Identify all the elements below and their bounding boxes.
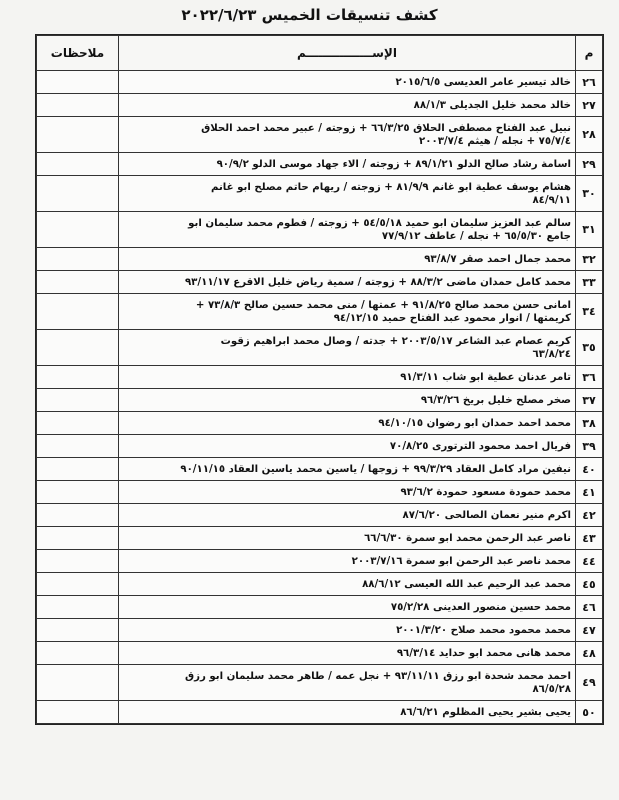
- row-notes-cell: [37, 248, 119, 271]
- table-row: [37, 271, 603, 294]
- row-notes-cell: [37, 412, 119, 435]
- row-notes-cell: [37, 153, 119, 176]
- row-notes-cell: [37, 642, 119, 665]
- row-notes-cell: [37, 366, 119, 389]
- name-line: محمد حمودة مسعود حمودة ٩٣/٦/٢: [400, 486, 571, 498]
- row-notes-cell: [37, 330, 119, 366]
- row-number: ٢٩: [576, 153, 603, 176]
- row-notes-cell: [37, 117, 119, 153]
- name-line: محمد محمود محمد صلاح ٢٠٠١/٣/٢٠: [396, 624, 571, 636]
- row-number: ٤٧: [576, 619, 603, 642]
- row-notes-cell: [37, 573, 119, 596]
- row-notes-cell: [37, 435, 119, 458]
- table-row: [37, 153, 603, 176]
- row-notes-cell: [37, 294, 119, 330]
- table-header-row: [37, 36, 603, 71]
- table-row: [37, 176, 603, 212]
- name-line: كريم عصام عبد الشاعر ٢٠٠٣/٥/١٧ + جدته / وصال محمد ابراهيم زقوت: [220, 335, 571, 347]
- table-row: [37, 71, 603, 94]
- name-line: سالم عبد العزيز سليمان ابو حميد ٥٤/٥/١٨ + زوجته / فطوم محمد سليمان ابو: [188, 217, 571, 229]
- name-line: احمد محمد شحدة ابو رزق ٩٣/١١/١١ + نجل عمه / طاهر محمد سليمان ابو رزق: [184, 670, 571, 682]
- row-notes-cell: [37, 701, 119, 724]
- name-line: صخر مصلح خليل بريخ ٩٦/٣/٢٦: [420, 394, 571, 406]
- table-row: [37, 294, 603, 330]
- table-row: [37, 212, 603, 248]
- header-name: الإســــــــــــــــم: [119, 36, 576, 71]
- row-name-cell: [119, 271, 576, 294]
- row-notes-cell: [37, 212, 119, 248]
- row-name-cell: [119, 435, 576, 458]
- table-row: [37, 596, 603, 619]
- table-row: [37, 665, 603, 701]
- row-notes-cell: [37, 665, 119, 701]
- row-notes-cell: [37, 458, 119, 481]
- row-notes-cell: [37, 527, 119, 550]
- row-notes-cell: [37, 619, 119, 642]
- row-number: ٤٨: [576, 642, 603, 665]
- name-line: اكرم منير نعمان الصالحى ٨٧/٦/٢٠: [402, 509, 571, 521]
- name-line: نيفين مراد كامل العقاد ٩٩/٣/٢٩ + زوجها / ياسين محمد ياسين العقاد ٩٠/١١/١٥: [180, 463, 571, 475]
- row-number: ٣٢: [576, 248, 603, 271]
- row-number: ٢٦: [576, 71, 603, 94]
- row-name-cell: [119, 248, 576, 271]
- row-name-cell: [119, 330, 576, 366]
- name-line: محمد عبد الرحيم عبد الله العيسى ٨٨/٦/١٢: [362, 578, 571, 590]
- name-line: كريمتها / انوار محمود عبد الفتاح حميد ٩٤/١٢/١٥: [333, 312, 571, 324]
- table-row: [37, 435, 603, 458]
- name-line: ٧٥/٧/٤ + نجله / هيثم ٢٠٠٣/٧/٤: [419, 135, 571, 147]
- table-row: [37, 330, 603, 366]
- row-number: ٣٩: [576, 435, 603, 458]
- header-notes: ملاحظات: [37, 36, 119, 71]
- row-number: ٤٤: [576, 550, 603, 573]
- table-row: [37, 94, 603, 117]
- row-number: ٤٦: [576, 596, 603, 619]
- name-line: محمد ناصر عبد الرحمن ابو سمرة ٢٠٠٣/٧/١٦: [351, 555, 571, 567]
- name-line: ٨٦/٥/٢٨: [532, 683, 571, 695]
- row-number: ٤٩: [576, 665, 603, 701]
- name-line: امانى حسن محمد صالح ٩١/٨/٢٥ + عمتها / منى محمد حسين صالح ٧٣/٨/٣ +: [195, 299, 571, 311]
- row-notes-cell: [37, 481, 119, 504]
- row-number: ٤١: [576, 481, 603, 504]
- row-name-cell: [119, 458, 576, 481]
- table-row: [37, 248, 603, 271]
- row-name-cell: [119, 153, 576, 176]
- name-line: يحيى بشير يحيى المظلوم ٨٦/٦/٢١: [400, 706, 571, 718]
- name-line: ٦٣/٨/٢٤: [532, 348, 571, 360]
- table-row: [37, 573, 603, 596]
- row-name-cell: [119, 550, 576, 573]
- name-line: ٨٤/٩/١١: [532, 194, 571, 206]
- table-row: [37, 412, 603, 435]
- row-notes-cell: [37, 389, 119, 412]
- row-name-cell: [119, 504, 576, 527]
- name-line: محمد كامل حمدان ماضى ٨٨/٣/٢ + زوجته / سمية رياض خليل الاقرع ٩٣/١١/١٧: [184, 276, 571, 288]
- row-number: ٤٢: [576, 504, 603, 527]
- row-notes-cell: [37, 596, 119, 619]
- name-line: فريال احمد محمود الترتورى ٧٠/٨/٢٥: [389, 440, 571, 452]
- row-notes-cell: [37, 504, 119, 527]
- row-name-cell: [119, 619, 576, 642]
- name-line: خالد محمد خليل الجديلى ٨٨/١/٣: [413, 99, 571, 111]
- name-line: نبيل عبد الفتاح مصطفى الحلاق ٦٦/٣/٢٥ + زوجته / عبير محمد احمد الحلاق: [201, 122, 571, 134]
- name-line: خالد تيسير عامر العديسى ٢٠١٥/٦/٥: [395, 76, 571, 88]
- row-notes-cell: [37, 176, 119, 212]
- names-table: [36, 35, 603, 724]
- row-number: ٥٠: [576, 701, 603, 724]
- name-line: محمد احمد حمدان ابو رضوان ٩٤/١٠/١٥: [378, 417, 571, 429]
- row-name-cell: [119, 412, 576, 435]
- row-name-cell: [119, 665, 576, 701]
- table-row: [37, 481, 603, 504]
- name-line: محمد هانى محمد ابو حدايد ٩٦/٣/١٤: [396, 647, 571, 659]
- table-row: [37, 458, 603, 481]
- row-name-cell: [119, 642, 576, 665]
- table-body: [37, 71, 603, 724]
- row-number: ٢٧: [576, 94, 603, 117]
- row-number: ٣٤: [576, 294, 603, 330]
- header-number: م: [576, 36, 603, 71]
- table-row: [37, 619, 603, 642]
- table-row: [37, 504, 603, 527]
- name-line: محمد جمال احمد صقر ٩٣/٨/٧: [424, 253, 571, 265]
- row-number: ٣٣: [576, 271, 603, 294]
- table-row: [37, 389, 603, 412]
- row-number: ٤٠: [576, 458, 603, 481]
- row-number: ٣٦: [576, 366, 603, 389]
- name-line: اسامة رشاد صالح الدلو ٨٩/١/٢١ + زوجته / الاء جهاد موسى الدلو ٩٠/٩/٢: [216, 158, 571, 170]
- row-name-cell: [119, 596, 576, 619]
- row-name-cell: [119, 117, 576, 153]
- row-name-cell: [119, 212, 576, 248]
- table-row: [37, 642, 603, 665]
- page-title: كشف تنسيقات الخميس ٢٠٢٢/٦/٢٣: [181, 6, 438, 24]
- row-name-cell: [119, 701, 576, 724]
- row-name-cell: [119, 573, 576, 596]
- name-line: جامع ٦٥/٥/٣٠ + نجله / عاطف ٧٧/٩/١٢: [381, 230, 571, 242]
- row-name-cell: [119, 389, 576, 412]
- row-name-cell: [119, 71, 576, 94]
- row-name-cell: [119, 94, 576, 117]
- table-row: [37, 701, 603, 724]
- row-name-cell: [119, 176, 576, 212]
- row-number: ٣٠: [576, 176, 603, 212]
- name-line: تامر عدنان عطية ابو شاب ٩١/٣/١١: [400, 371, 571, 383]
- row-notes-cell: [37, 550, 119, 573]
- row-name-cell: [119, 481, 576, 504]
- row-notes-cell: [37, 271, 119, 294]
- row-notes-cell: [37, 94, 119, 117]
- row-name-cell: [119, 366, 576, 389]
- row-number: ٣١: [576, 212, 603, 248]
- row-number: ٣٨: [576, 412, 603, 435]
- table-row: [37, 366, 603, 389]
- table-row: [37, 527, 603, 550]
- row-number: ٣٥: [576, 330, 603, 366]
- name-line: محمد حسين منصور العدينى ٧٥/٢/٢٨: [390, 601, 571, 613]
- table-row: [37, 550, 603, 573]
- row-name-cell: [119, 294, 576, 330]
- row-number: ٤٣: [576, 527, 603, 550]
- row-number: ٣٧: [576, 389, 603, 412]
- table-row: [37, 117, 603, 153]
- name-line: ناصر عبد الرحمن محمد ابو سمرة ٦٦/٦/٣٠: [364, 532, 571, 544]
- row-notes-cell: [37, 71, 119, 94]
- row-name-cell: [119, 527, 576, 550]
- row-number: ٢٨: [576, 117, 603, 153]
- name-line: هشام يوسف عطية ابو غانم ٨١/٩/٩ + زوجته / ريهام حاتم مصلح ابو غانم: [210, 181, 571, 193]
- row-number: ٤٥: [576, 573, 603, 596]
- names-table-container: [35, 34, 604, 725]
